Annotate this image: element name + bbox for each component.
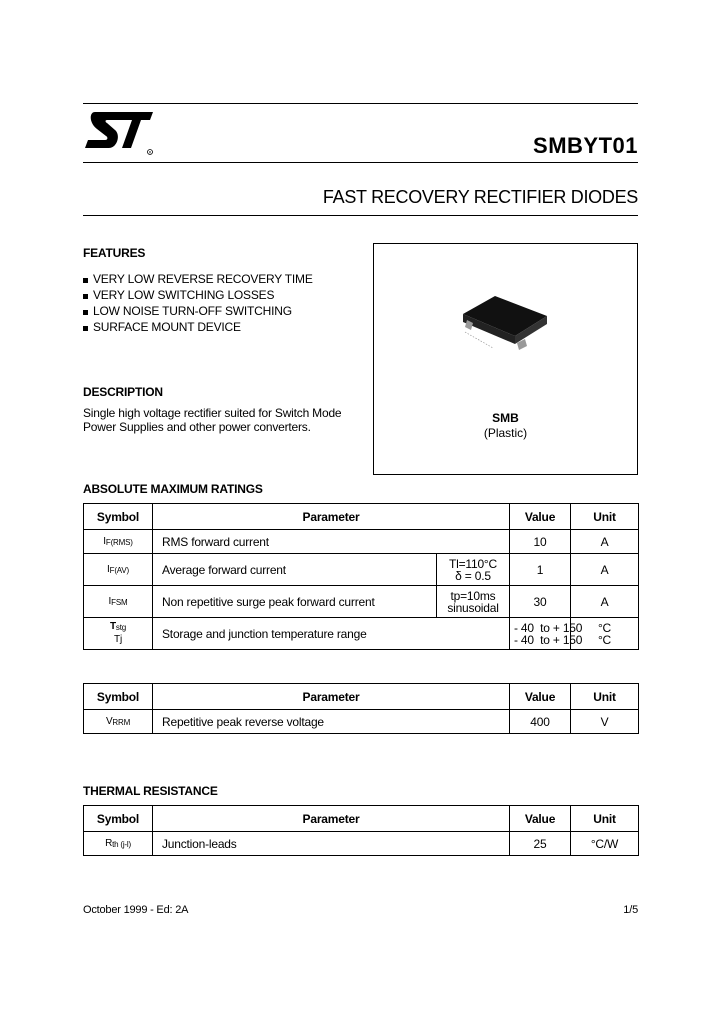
unit-cell: A bbox=[571, 586, 639, 618]
table-row bbox=[84, 710, 639, 734]
col-parameter: Parameter bbox=[153, 806, 510, 832]
unit-cell: A bbox=[571, 554, 639, 586]
thermal-heading: THERMAL RESISTANCE bbox=[83, 784, 218, 798]
condition-cell: Tl=110°C δ = 0.5 bbox=[437, 554, 510, 586]
col-parameter: Parameter bbox=[153, 504, 510, 530]
table-row bbox=[84, 554, 639, 586]
parameter-cell: RMS forward current bbox=[153, 530, 510, 554]
feature-item: LOW NOISE TURN-OFF SWITCHING bbox=[83, 303, 313, 319]
absolute-max-ratings-table bbox=[83, 503, 639, 650]
table-row bbox=[84, 586, 639, 618]
col-unit: Unit bbox=[571, 684, 639, 710]
value-cell: 1 bbox=[510, 554, 571, 586]
parameter-cell: Average forward current bbox=[153, 554, 437, 586]
col-symbol: Symbol bbox=[84, 504, 153, 530]
symbol-cell: IF(RMS) bbox=[84, 530, 153, 554]
table-row bbox=[84, 618, 639, 650]
description-text: Single high voltage rectifier suited for Switch Mode Power Supplies and other power converters. bbox=[83, 406, 342, 434]
table-row bbox=[84, 832, 639, 856]
footer-date: October 1999 - Ed: 2A bbox=[83, 904, 189, 916]
smb-package-icon bbox=[455, 288, 555, 358]
table-header-row bbox=[84, 684, 639, 710]
symbol-cell: IF(AV) bbox=[84, 554, 153, 586]
parameter-cell: Non repetitive surge peak forward current bbox=[153, 586, 437, 618]
symbol-cell: Tstg Tj bbox=[84, 618, 153, 650]
header-rule bbox=[83, 162, 638, 163]
top-rule bbox=[83, 103, 638, 104]
amr-heading: ABSOLUTE MAXIMUM RATINGS bbox=[83, 482, 263, 496]
unit-cell: °C °C bbox=[571, 618, 639, 650]
description-heading: DESCRIPTION bbox=[83, 385, 163, 399]
parameter-cell: Storage and junction temperature range bbox=[153, 618, 510, 650]
unit-cell: V bbox=[571, 710, 639, 734]
col-value: Value bbox=[510, 684, 571, 710]
st-logo-icon bbox=[83, 108, 155, 156]
thermal-resistance-table bbox=[83, 805, 639, 856]
value-cell: 30 bbox=[510, 586, 571, 618]
page-number: 1/5 bbox=[623, 904, 638, 916]
feature-item: SURFACE MOUNT DEVICE bbox=[83, 319, 313, 335]
table-header-row bbox=[84, 504, 639, 530]
bullet-icon bbox=[83, 310, 88, 315]
parameter-cell: Repetitive peak reverse voltage bbox=[153, 710, 510, 734]
value-cell: 25 bbox=[510, 832, 571, 856]
value-cell: 400 bbox=[510, 710, 571, 734]
document-title: FAST RECOVERY RECTIFIER DIODES bbox=[322, 187, 638, 207]
svg-text:R: R bbox=[148, 150, 152, 155]
symbol-cell: VRRM bbox=[84, 710, 153, 734]
features-list bbox=[83, 271, 313, 335]
col-value: Value bbox=[510, 806, 571, 832]
table-header-row bbox=[84, 806, 639, 832]
table-row bbox=[84, 530, 639, 554]
condition-cell: tp=10ms sinusoidal bbox=[437, 586, 510, 618]
feature-item: VERY LOW SWITCHING LOSSES bbox=[83, 287, 313, 303]
features-heading: FEATURES bbox=[83, 246, 146, 260]
col-value: Value bbox=[510, 504, 571, 530]
unit-cell: A bbox=[571, 530, 639, 554]
col-unit: Unit bbox=[571, 806, 639, 832]
symbol-cell: Rth (j-l) bbox=[84, 832, 153, 856]
bullet-icon bbox=[83, 278, 88, 283]
symbol-cell: IFSM bbox=[84, 586, 153, 618]
col-unit: Unit bbox=[571, 504, 639, 530]
col-symbol: Symbol bbox=[84, 684, 153, 710]
col-symbol: Symbol bbox=[84, 806, 153, 832]
bullet-icon bbox=[83, 294, 88, 299]
part-number: SMBYT01 bbox=[533, 133, 638, 158]
package-box bbox=[373, 243, 638, 475]
bullet-icon bbox=[83, 326, 88, 331]
value-cell: 10 bbox=[510, 530, 571, 554]
feature-item: VERY LOW REVERSE RECOVERY TIME bbox=[83, 271, 313, 287]
title-rule bbox=[83, 215, 638, 216]
parameter-cell: Junction-leads bbox=[153, 832, 510, 856]
package-name: SMB bbox=[492, 411, 519, 425]
package-type: (Plastic) bbox=[483, 426, 528, 440]
value-cell: - 40 to + 150 - 40 to + 150 bbox=[510, 618, 571, 650]
vrrm-table bbox=[83, 683, 639, 734]
col-parameter: Parameter bbox=[153, 684, 510, 710]
unit-cell: °C/W bbox=[571, 832, 639, 856]
